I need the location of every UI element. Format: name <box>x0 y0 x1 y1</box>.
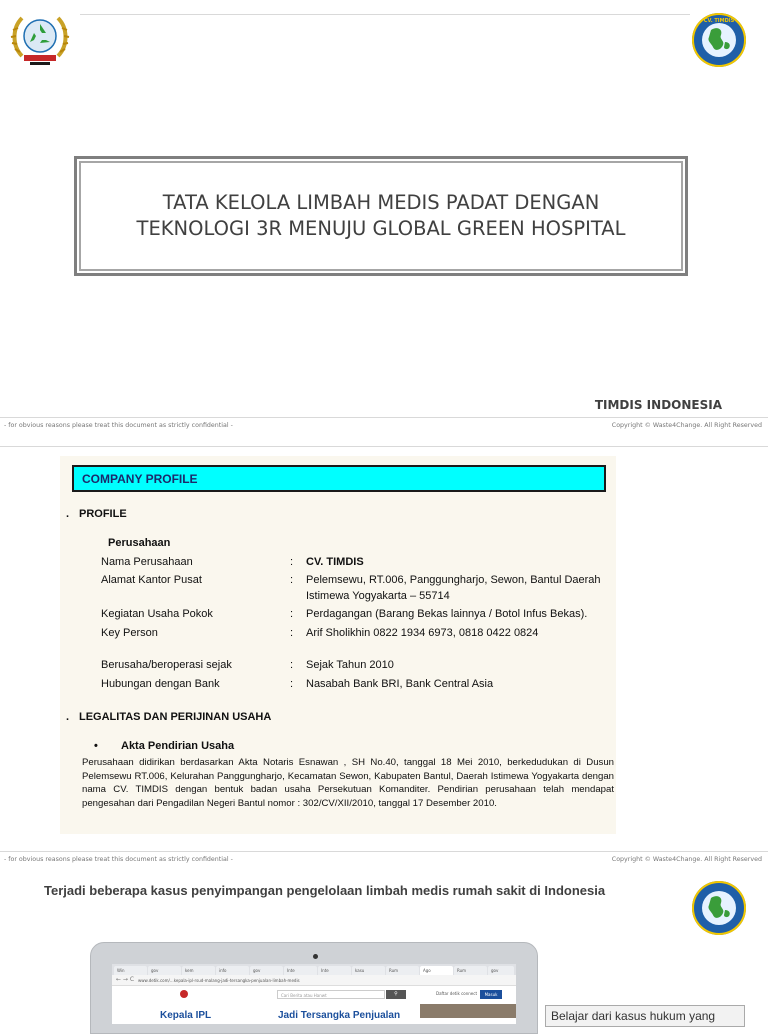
row-sep: : <box>290 608 294 620</box>
timdis-globe-logo <box>691 12 747 68</box>
side-note-box: Belajar dari kasus hukum yang <box>545 1005 745 1027</box>
row-value: Sejak Tahun 2010 <box>306 659 394 671</box>
row-sep: : <box>290 678 294 690</box>
browser-tab[interactable]: Inte <box>284 966 317 975</box>
row-label: Key Person <box>101 627 158 639</box>
site-search-input[interactable]: Cari Berita atau Hanwt <box>277 990 385 999</box>
logo-text: CV. TIMDIS <box>703 18 735 24</box>
row-sep: : <box>290 659 294 671</box>
row-value: Nasabah Bank BRI, Bank Central Asia <box>306 678 494 690</box>
row-sep: : <box>290 627 294 639</box>
akta-paragraph: Perusahaan didirikan berdasarkan Akta Notaris Esnawan , SH No.40, tanggal 18 Mei 2010, berkedudukan di Dusun Pelemsewu RT.006, Kelurahan Panggungharjo, Kecamatan Sewon, Kabupaten Bantul, Daerah Istimewa Yogyakarta dengan nama CV. TIMDIS dengan bentuk badan usaha Persekutuan Komanditer. Pendirian perusahaan telah mendapat pengesahan dari Pengadilan Negeri Bantul nomor : 302/CV/XII/2010, tanggal 17 Desember 2010. <box>82 757 614 809</box>
bullet-dot: . <box>66 508 70 520</box>
browser-tab[interactable]: Rum <box>454 966 487 975</box>
row-label: Nama Perusahaan <box>101 556 193 568</box>
row-value: Arif Sholikhin 0822 1934 6973, 0818 0422 0824 <box>306 627 539 639</box>
browser-tab[interactable]: gov <box>250 966 283 975</box>
site-header <box>112 987 516 1002</box>
row-sep: : <box>290 574 294 586</box>
section-profile: PROFILE <box>79 508 127 520</box>
row-sep: : <box>290 556 294 568</box>
row-value: CV. TIMDIS <box>306 556 364 568</box>
bullet-dot: . <box>66 711 70 723</box>
presentation-title <box>101 190 661 243</box>
back-forward-icons[interactable]: ← → C <box>116 976 135 983</box>
search-icon[interactable]: ⚲ <box>386 990 406 999</box>
browser-tab-active[interactable]: Ago <box>420 966 453 975</box>
row-value: Perdagangan (Barang Bekas lainnya / Botol Infus Bekas). <box>306 608 588 620</box>
news-thumbnail[interactable] <box>420 1004 516 1018</box>
bullet-akta: Akta Pendirian Usaha <box>121 740 235 752</box>
title-box <box>74 156 688 276</box>
browser-tab[interactable]: Rum <box>386 966 419 975</box>
slide3-title: Terjadi beberapa kasus penyimpangan pengelolaan limbah medis rumah sakit di Indonesia <box>44 883 606 898</box>
browser-tab[interactable]: info <box>216 966 249 975</box>
slide-divider <box>0 446 768 447</box>
bullet-icon: • <box>94 740 98 752</box>
browser-tab[interactable]: kasu <box>352 966 385 975</box>
copyright-notice: Copyright © Waste4Change. All Right Reserved <box>611 422 762 429</box>
login-link[interactable]: Daftar detik connect <box>436 991 478 996</box>
camera-dot <box>313 954 318 959</box>
recycle-wreath-logo <box>10 12 70 68</box>
browser-tab[interactable]: Win <box>114 966 147 975</box>
company-profile-header: COMPANY PROFILE <box>72 465 606 492</box>
browser-tab[interactable]: gov <box>488 966 514 975</box>
masuk-button[interactable]: Masuk <box>480 990 502 999</box>
browser-tab[interactable]: Inte <box>318 966 351 975</box>
row-label: Hubungan dengan Bank <box>101 678 220 690</box>
confidential-notice: - for obvious reasons please treat this document as strictly confidential - <box>4 422 233 429</box>
title-line-1: TATA KELOLA LIMBAH MEDIS PADAT DENGAN <box>162 190 600 214</box>
top-divider <box>80 14 690 15</box>
browser-tab[interactable]: kem <box>182 966 215 975</box>
browser-tab-strip <box>112 964 516 975</box>
browser-screenshot <box>112 964 516 1024</box>
title-line-2: TEKNOLOGI 3R MENUJU GLOBAL GREEN HOSPITAL <box>136 217 626 240</box>
subhead-perusahaan: Perusahaan <box>108 537 171 549</box>
row-value-cont: Istimewa Yogyakarta – 55714 <box>306 590 450 602</box>
row-label: Kegiatan Usaha Pokok <box>101 608 213 620</box>
row-label: Berusaha/beroperasi sejak <box>101 659 232 671</box>
section-legalitas: LEGALITAS DAN PERIJINAN USAHA <box>79 711 272 723</box>
timdis-globe-logo <box>691 880 747 936</box>
site-logo-icon <box>180 990 188 998</box>
news-headline-left[interactable]: Kepala IPL <box>160 1010 212 1021</box>
footer-divider-2 <box>0 851 768 852</box>
news-headline-right[interactable]: Jadi Tersangka Penjualan <box>278 1010 401 1021</box>
row-value: Pelemsewu, RT.006, Panggungharjo, Sewon, Bantul Daerah <box>306 574 601 586</box>
row-label: Alamat Kantor Pusat <box>101 574 202 586</box>
footer-divider <box>0 417 768 418</box>
copyright-notice-2: Copyright © Waste4Change. All Right Reserved <box>611 856 762 863</box>
brand-name: TIMDIS INDONESIA <box>594 398 722 412</box>
browser-tab[interactable]: gov <box>148 966 181 975</box>
browser-address-bar[interactable]: www.detik.com/...kepala-ipl-rsud-malang-jadi-tersangka-penjualan-limbah-medis <box>112 975 516 986</box>
confidential-notice-2: - for obvious reasons please treat this document as strictly confidential - <box>4 856 233 863</box>
